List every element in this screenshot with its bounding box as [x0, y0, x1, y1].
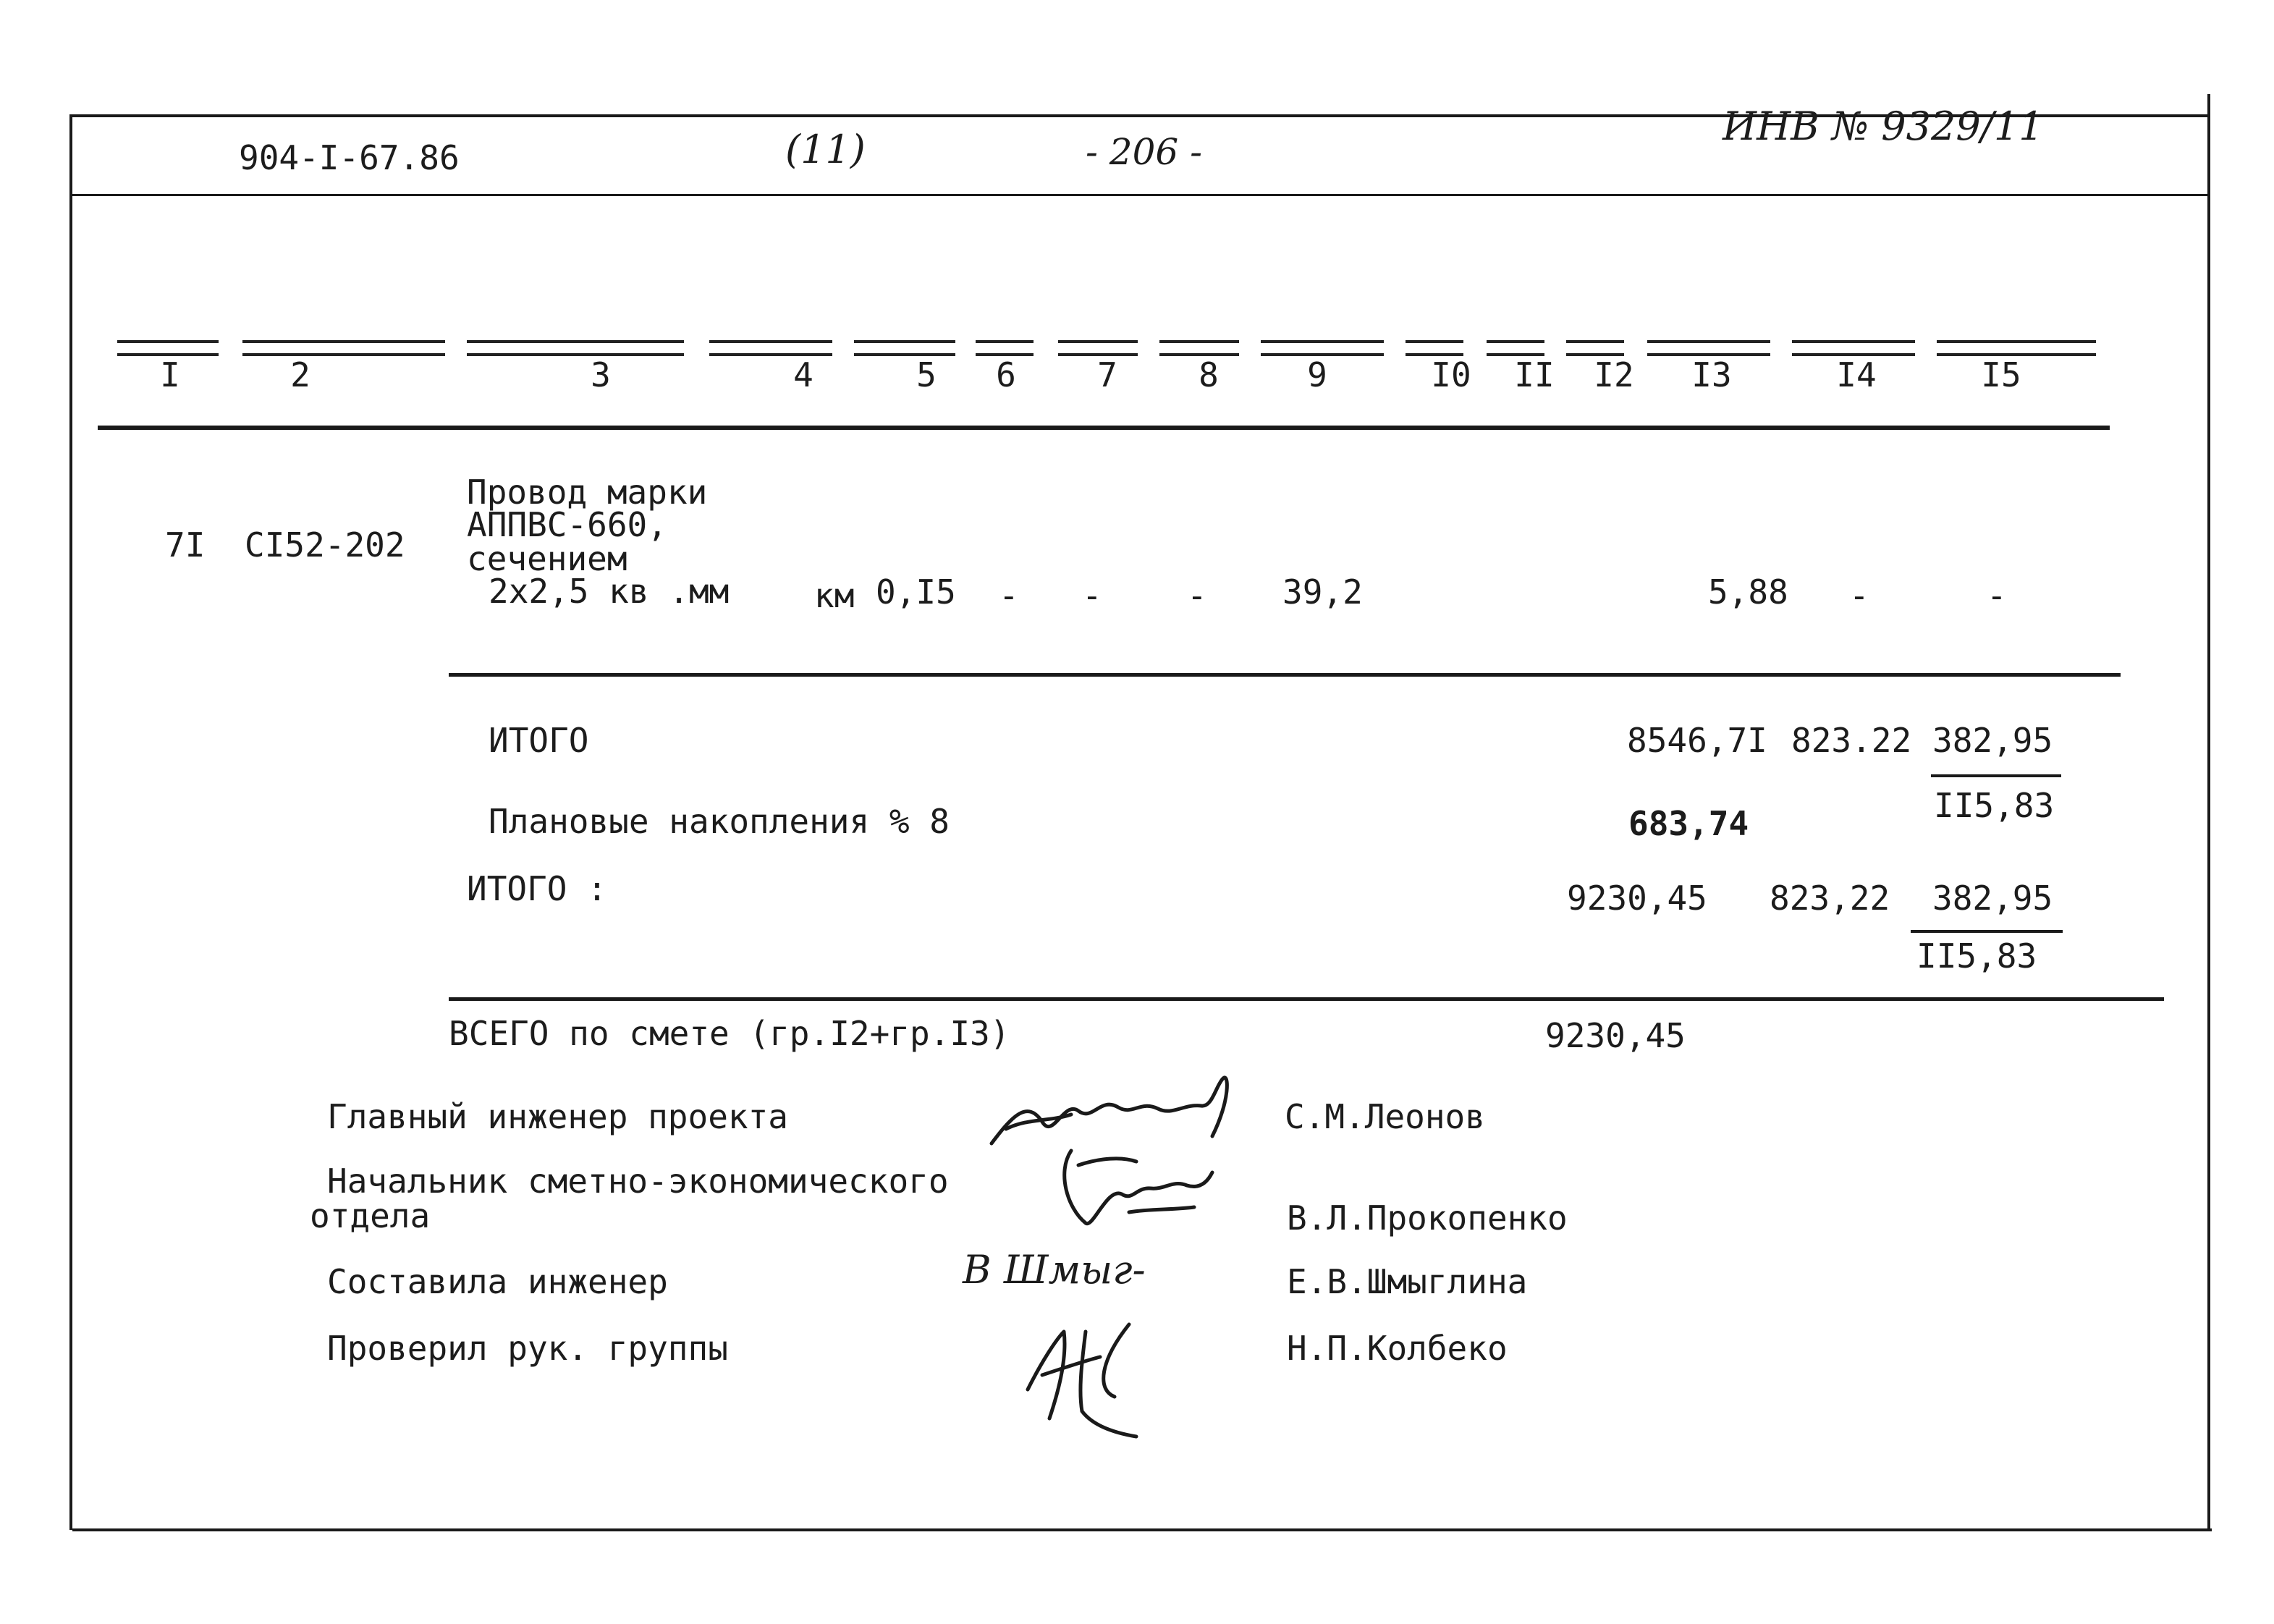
col-num-5: 5	[916, 355, 937, 394]
row-desc-line-4: 2х2,5 кв .мм	[489, 572, 730, 611]
itogo1-col13: 8546,7I	[1627, 721, 1767, 760]
sign-name-checked: Н.П.Колбеко	[1287, 1329, 1508, 1368]
sign-role-head-line-1: Начальник сметно-экономического	[327, 1162, 949, 1201]
colrule-2	[242, 340, 445, 356]
sign-name-chief-engineer: С.М.Леонов	[1285, 1097, 1485, 1136]
sign-name-head: В.Л.Прокопенко	[1287, 1198, 1568, 1238]
row-desc-line-3: сечением	[467, 539, 627, 578]
plan-col15: II5,83	[1934, 786, 2055, 825]
row-col13: 5,88	[1708, 572, 1788, 612]
itogo1-col14: 823.22	[1791, 721, 1912, 760]
colrule-5	[854, 340, 955, 356]
inventory-number: ИНВ № 9329/11	[1723, 103, 2044, 149]
colrule-1	[117, 340, 219, 356]
sign-name-compiled: Е.В.Шмыглина	[1287, 1262, 1528, 1301]
colrule-13	[1647, 340, 1770, 356]
row-desc-line-2: АППВС-660,	[467, 505, 667, 544]
grand-total-rule	[449, 997, 2164, 1001]
itogo2-col14: 823,22	[1770, 879, 1890, 918]
row-col8: -	[1187, 576, 1207, 615]
colrule-15	[1937, 340, 2096, 356]
row-qty: 0,I5	[876, 572, 956, 612]
colrule-10	[1406, 340, 1463, 356]
col-num-1: I	[160, 355, 180, 394]
colrule-14	[1792, 340, 1915, 356]
row-col15: -	[1987, 576, 2007, 615]
itogo2-col13: 9230,45	[1567, 879, 1707, 918]
frame-bottom	[72, 1528, 2212, 1531]
colrule-9	[1261, 340, 1384, 356]
sign-role-checked: Проверил рук. группы	[327, 1329, 728, 1368]
colrule-12	[1566, 340, 1624, 356]
sign-role-compiled: Составила инженер	[327, 1262, 668, 1301]
col-num-13: I3	[1691, 355, 1732, 394]
doc-code: 904-I-67.86	[239, 138, 460, 177]
col-num-9: 9	[1307, 355, 1327, 394]
colrule-6	[976, 340, 1034, 356]
col-num-15: I5	[1981, 355, 2021, 394]
col-num-4: 4	[793, 355, 813, 394]
handwritten-signature-compiled: В Шмыг-	[963, 1247, 1146, 1293]
itogo2-label: ИТОГО :	[467, 869, 607, 908]
col-num-7: 7	[1097, 355, 1117, 394]
colrule-11	[1487, 340, 1544, 356]
colrule-4	[709, 340, 832, 356]
plan-label: Плановые накопления % 8	[489, 802, 950, 841]
row-unit: км	[814, 576, 855, 615]
sign-role-chief-engineer: Главный инженер проекта	[327, 1097, 788, 1136]
col-num-11: II	[1514, 355, 1555, 394]
col-num-3: 3	[591, 355, 611, 394]
sheet-mark: (11)	[785, 127, 866, 172]
plan-col13: 683,74	[1628, 804, 1749, 843]
colrule-7	[1058, 340, 1138, 356]
row-col6: -	[999, 576, 1019, 615]
itogo2-col15-bottom: II5,83	[1916, 936, 2037, 976]
row-number: 7I	[165, 525, 206, 564]
itogo2-col15-top: 382,95	[1932, 879, 2053, 918]
col-num-14: I4	[1836, 355, 1877, 394]
page-number: - 206 -	[1086, 131, 1203, 173]
signature-kolbeko	[1013, 1317, 1172, 1440]
signature-prokopenko	[1028, 1143, 1216, 1238]
col-num-10: I0	[1431, 355, 1471, 394]
row-col9: 39,2	[1282, 572, 1363, 612]
row-desc-line-1: Провод марки	[467, 473, 708, 512]
col-num-8: 8	[1199, 355, 1219, 394]
colrule-3	[467, 340, 684, 356]
itogo1-col15: 382,95	[1932, 721, 2053, 760]
sign-role-head-line-2: отдела	[310, 1196, 431, 1235]
grand-total-label: ВСЕГО по смете (гр.I2+гр.I3)	[449, 1014, 1010, 1053]
col-num-12: I2	[1594, 355, 1634, 394]
itogo1-label: ИТОГО	[489, 721, 589, 760]
frame-left	[69, 114, 72, 1530]
row-col14: -	[1849, 576, 1869, 615]
col-num-2: 2	[290, 355, 310, 394]
row-col7: -	[1082, 576, 1102, 615]
row-end-rule	[449, 673, 2121, 677]
frame-header-rule	[69, 194, 2209, 196]
frame-right	[2207, 94, 2210, 1531]
grand-total-value: 9230,45	[1545, 1016, 1686, 1055]
colrule-8	[1159, 340, 1239, 356]
column-header-rule	[98, 426, 2110, 430]
itogo2-fraction-bar	[1911, 930, 2063, 933]
row-code: CI52-202	[245, 525, 405, 564]
itogo1-fraction-bar	[1931, 774, 2061, 777]
col-num-6: 6	[996, 355, 1016, 394]
